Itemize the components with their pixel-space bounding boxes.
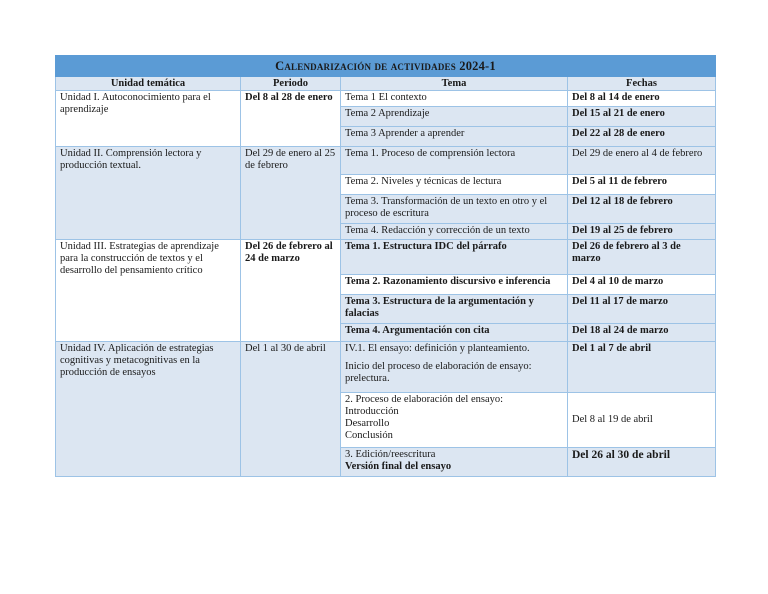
header-unidad: Unidad temática [56,77,241,91]
unit-4-topic-3 [341,448,568,477]
unit-4-date-2: Del 8 al 19 de abril [568,393,716,448]
unit-1-topic-3: Tema 3 Aprender a aprender [341,127,568,147]
unit-4-topic-2-line-3: Desarrollo [345,418,390,429]
unit-3-date-3: Del 11 al 17 de marzo [568,295,716,324]
unit-3-topic-2: Tema 2. Razonamiento discursivo e inferencia [341,275,568,295]
unit-2-topic-3: Tema 3. Transformación de un texto en otro y el proceso de escritura [341,195,568,224]
table-row [56,342,716,393]
table-title: Calendarización de actividades 2024-1 [56,56,716,77]
unit-3-date-2: Del 4 al 10 de marzo [568,275,716,295]
table-row [56,147,716,175]
table-row [56,240,716,275]
unit-1-date-2: Del 15 al 21 de enero [568,107,716,127]
document-page [55,55,715,477]
unit-2-period: Del 29 de enero al 25 de febrero [241,147,341,240]
unit-4-period: Del 1 al 30 de abril [241,342,341,477]
unit-2-topic-1: Tema 1. Proceso de comprensión lectora [341,147,568,175]
unit-4-topic-3-line-1: 3. Edición/reescritura [345,449,436,460]
unit-1-date-1: Del 8 al 14 de enero [568,91,716,107]
header-periodo: Periodo [241,77,341,91]
unit-2-topic-2: Tema 2. Niveles y técnicas de lectura [341,175,568,195]
unit-3-topic-3: Tema 3. Estructura de la argumentación y falacias [341,295,568,324]
unit-1-topic-1: Tema 1 El contexto [341,91,568,107]
unit-2-date-1: Del 29 de enero al 4 de febrero [568,147,716,175]
unit-1-date-3: Del 22 al 28 de enero [568,127,716,147]
schedule-table [55,55,716,477]
unit-4-date-3: Del 26 al 30 de abril [568,448,716,477]
unit-4-topic-2 [341,393,568,448]
unit-3-name: Unidad III. Estrategias de aprendizaje para la construcción de textos y el desarrollo del pensamiento crítico [56,240,241,342]
unit-3-period: Del 26 de febrero al 24 de marzo [241,240,341,342]
header-tema: Tema [341,77,568,91]
unit-3-topic-4: Tema 4. Argumentación con cita [341,324,568,342]
unit-4-topic-1-line-1: IV.1. El ensayo: definición y planteamiento. [345,343,530,354]
unit-3-topic-1: Tema 1. Estructura IDC del párrafo [341,240,568,275]
unit-4-date-1: Del 1 al 7 de abril [568,342,716,393]
unit-4-topic-2-line-4: Conclusión [345,430,393,441]
unit-4-name: Unidad IV. Aplicación de estrategias cognitivas y metacognitivas en la producción de ensayos [56,342,241,477]
unit-2-date-3: Del 12 al 18 de febrero [568,195,716,224]
unit-2-date-2: Del 5 al 11 de febrero [568,175,716,195]
title-row [56,56,716,77]
header-row [56,77,716,91]
table-row [56,91,716,107]
unit-4-topic-2-line-1: 2. Proceso de elaboración del ensayo: [345,394,504,405]
header-fechas: Fechas [568,77,716,91]
unit-2-name: Unidad II. Comprensión lectora y producción textual. [56,147,241,240]
unit-1-topic-2: Tema 2 Aprendizaje [341,107,568,127]
unit-3-date-4: Del 18 al 24 de marzo [568,324,716,342]
unit-4-topic-2-line-2: Introducción [345,406,399,417]
unit-3-date-1: Del 26 de febrero al 3 de marzo [568,240,716,275]
unit-1-name: Unidad I. Autoconocimiento para el aprendizaje [56,91,241,147]
unit-4-topic-1-line-2: Inicio del proceso de elaboración de ensayo: prelectura. [345,361,532,384]
unit-1-period: Del 8 al 28 de enero [241,91,341,147]
unit-2-topic-4: Tema 4. Redacción y corrección de un texto [341,224,568,240]
unit-4-topic-1 [341,342,568,393]
unit-4-topic-3-line-2: Versión final del ensayo [345,461,452,472]
unit-2-date-4: Del 19 al 25 de febrero [568,224,716,240]
